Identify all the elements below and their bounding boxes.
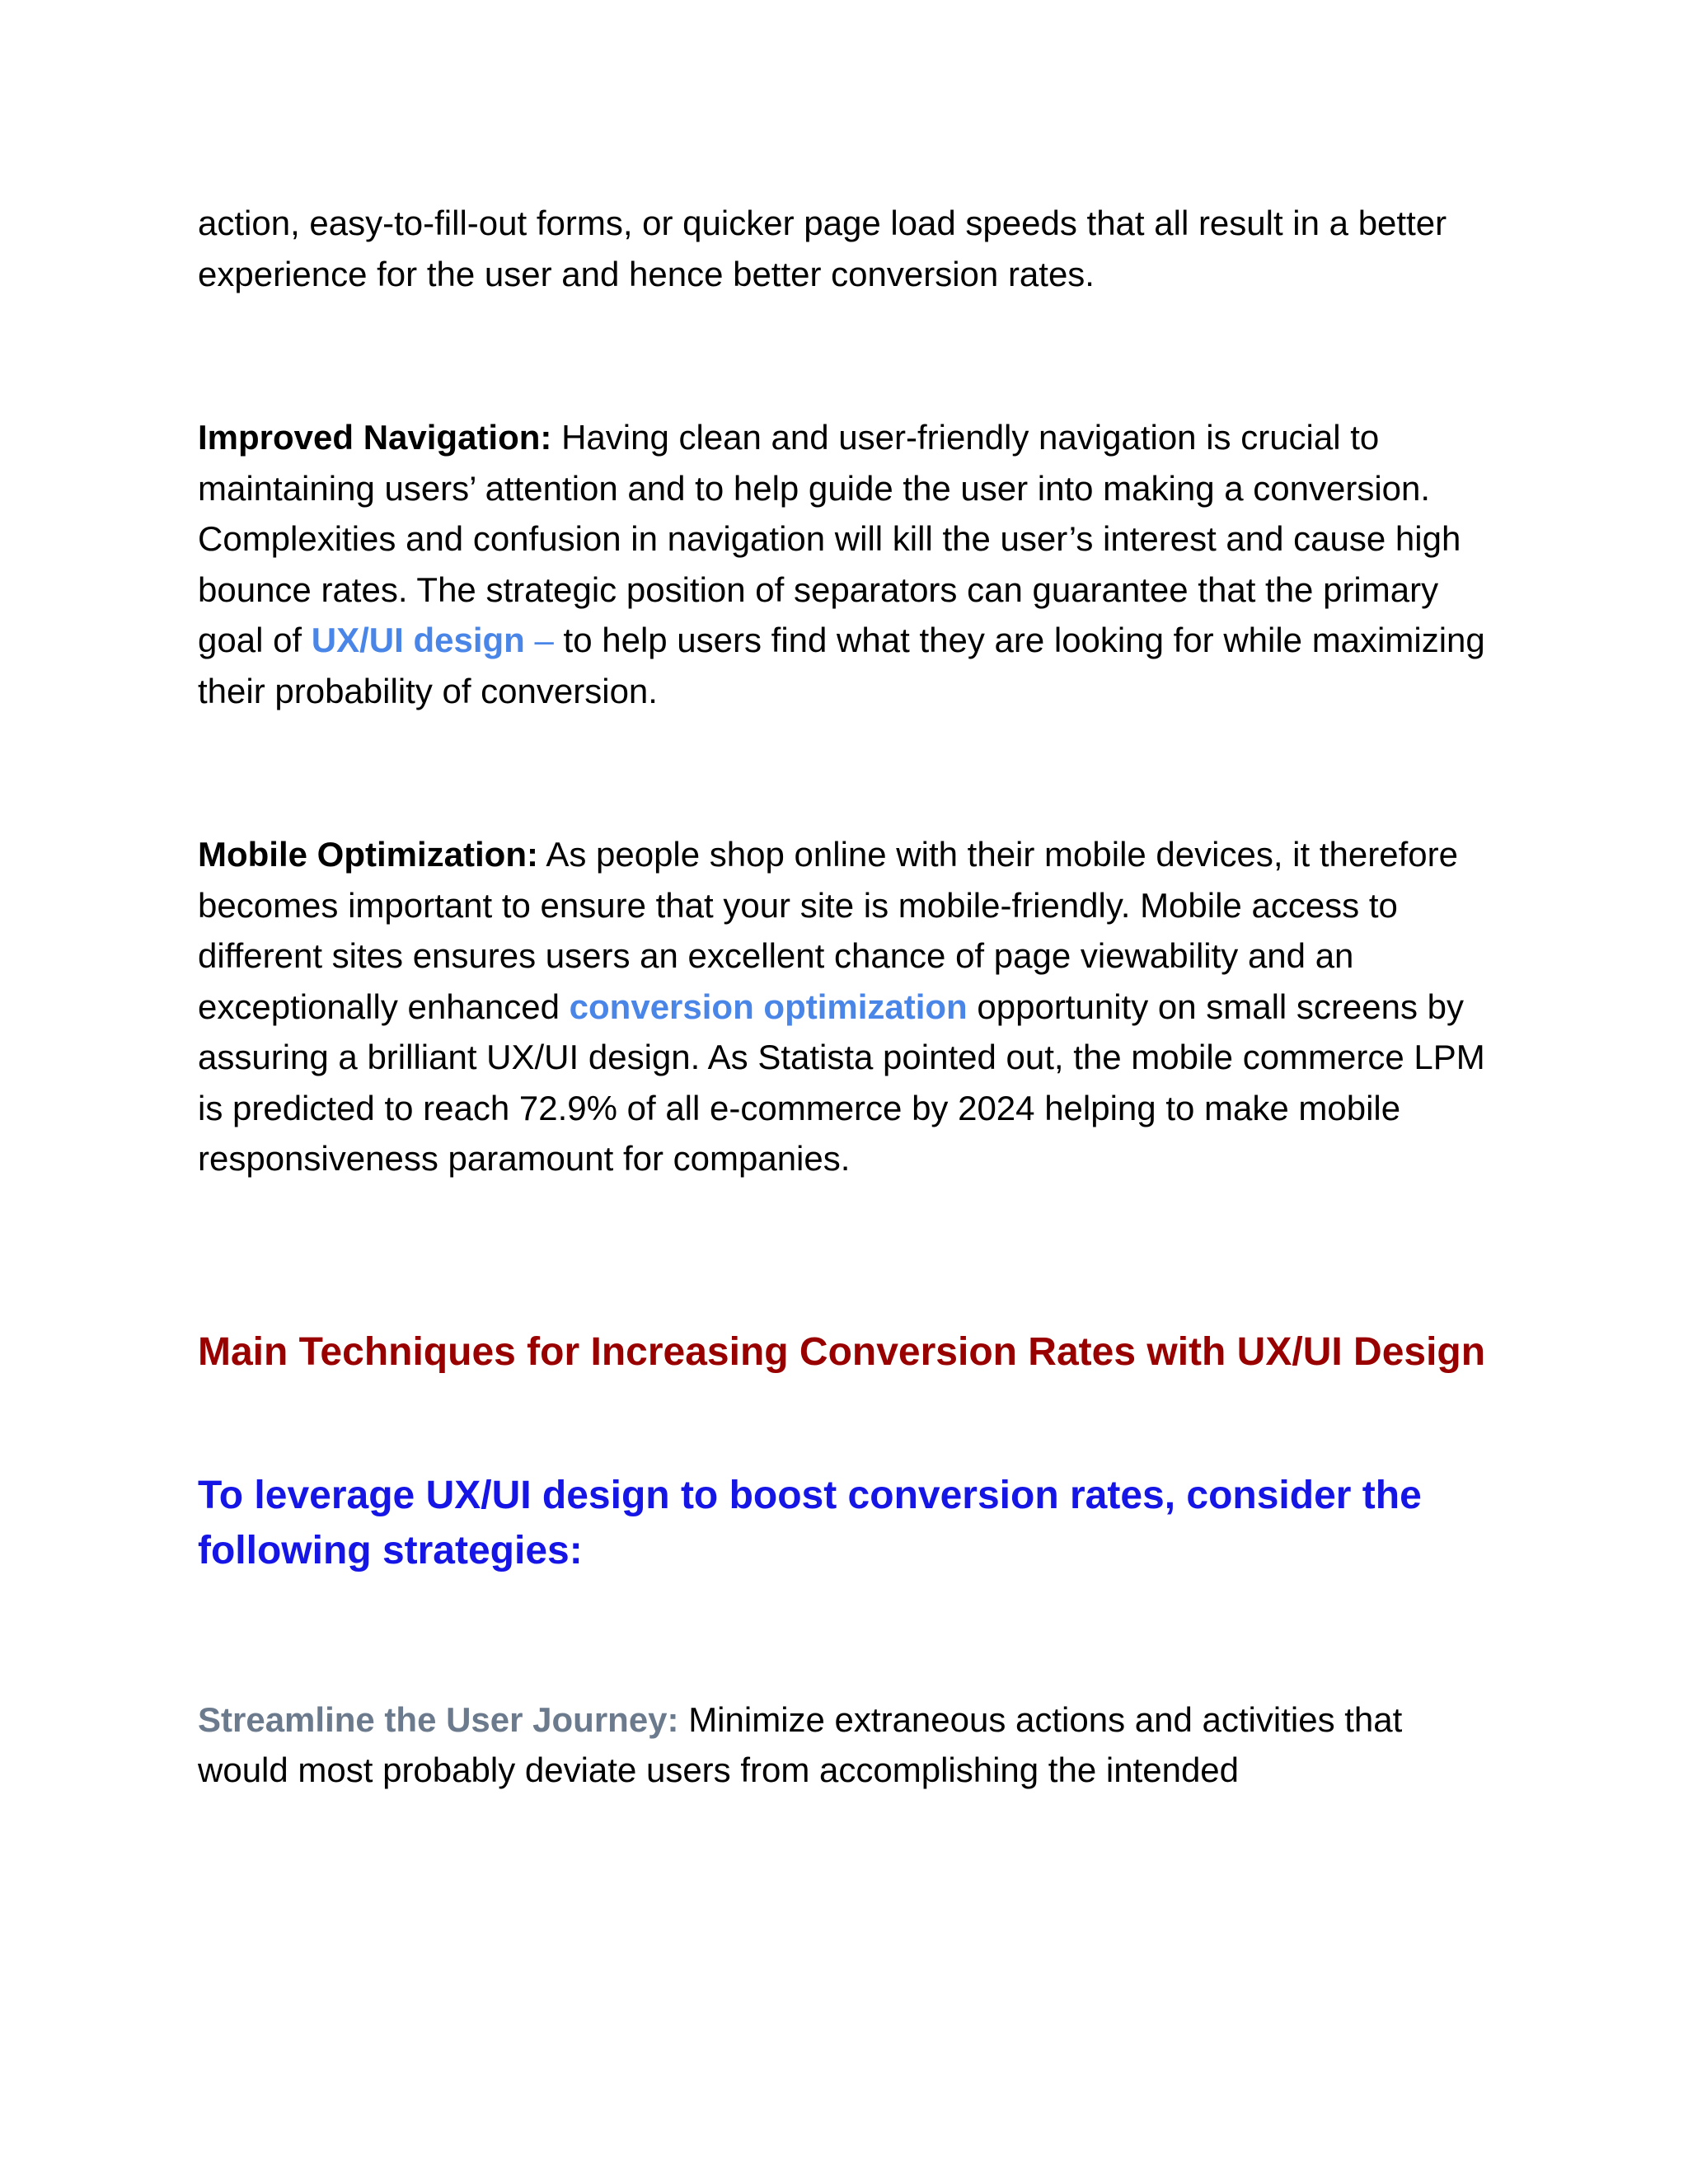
strategies-subheading: To leverage UX/UI design to boost conversion rates, consider the following strategies: xyxy=(198,1473,1422,1572)
mobile-text-after: opportunity on small screens by assuring a brilliant UX/UI design. As Statista pointed out, the mobile commerce LPM is predicted to reach 72.9% of all e-commerce by 2024 helping to make mobile responsiveness paramount for companies. xyxy=(198,987,1485,1178)
main-techniques-heading: Main Techniques for Increasing Conversion Rates with UX/UI Design xyxy=(198,1329,1486,1374)
navigation-paragraph xyxy=(198,412,1500,716)
conversion-optimization-link[interactable]: conversion optimization xyxy=(569,987,968,1026)
intro-paragraph xyxy=(198,198,1500,299)
streamline-text: Minimize extraneous actions and activities that would most probably deviate users from accomplishing the intended xyxy=(198,1699,1403,1789)
mobile-paragraph xyxy=(198,829,1500,1184)
mobile-text-before: As people shop online with their mobile devices, it therefore becomes important to ensure that your site is mobile-friendly. Mobile access to different sites ensures users an excellent chance of page viewability and an exceptionally enhanced xyxy=(198,835,1458,1026)
intro-text: action, easy-to-fill-out forms, or quicker page load speeds that all result in a better experience for the user and hence better conversion rates. xyxy=(198,204,1447,293)
navigation-label: Improved Navigation: xyxy=(198,418,552,457)
navigation-text-before: Having clean and user-friendly navigation is crucial to maintaining users’ attention and to help guide the user into making a conversion. Complexities and confusion in navigation will kill the user’s interest and cause high bounce rates. The strategic position of separators can guarantee that the primary goal of xyxy=(198,418,1461,659)
document-page xyxy=(198,198,1500,1796)
navigation-dash: – xyxy=(524,621,554,659)
streamline-paragraph xyxy=(198,1694,1500,1796)
streamline-label: Streamline the User Journey: xyxy=(198,1699,679,1739)
ux-ui-design-link[interactable]: UX/UI design xyxy=(311,621,525,659)
mobile-label: Mobile Optimization: xyxy=(198,835,538,874)
navigation-text-after: to help users find what they are looking for while maximizing their probability of conversion. xyxy=(198,621,1485,710)
